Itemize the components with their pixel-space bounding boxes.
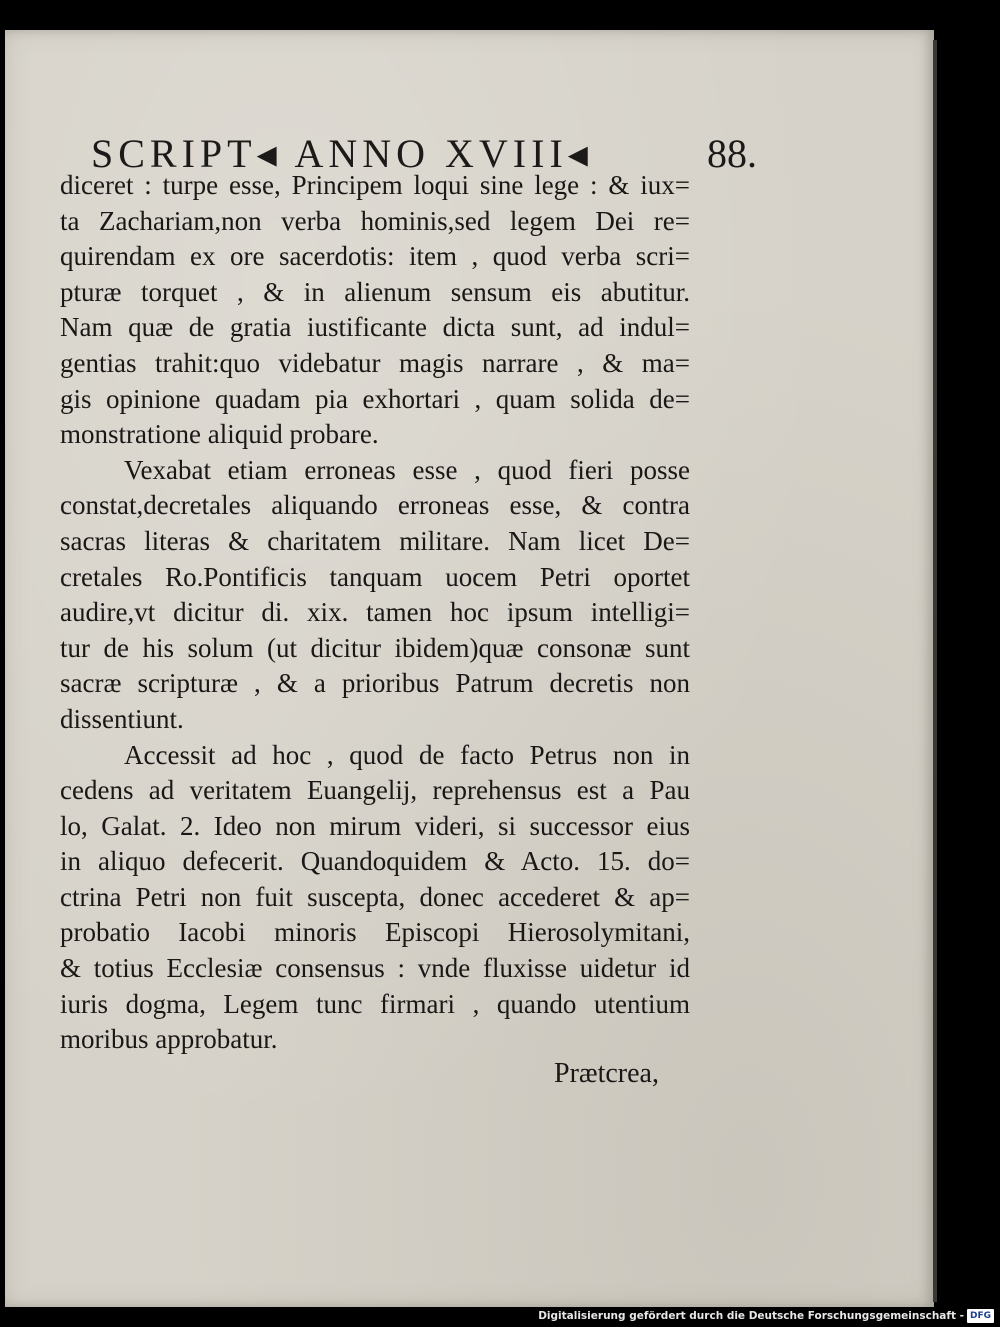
text-line: tur de his solum (ut dicitur ibidem)quæ consonæ sunt [60, 632, 690, 663]
credit-text: Digitalisierung gefördert durch die Deutsche Forschungsgemeinschaft - [538, 1310, 964, 1322]
catchword: Prætcrea, [554, 1058, 659, 1089]
running-title: SCRIPT◂ ANNO XVIII◂ [91, 131, 593, 176]
page-number: 88. [707, 131, 757, 176]
text-line: & totius Ecclesiæ consensus : vnde fluxisse uidetur id [60, 953, 690, 984]
page-edge-shadow [933, 40, 937, 1302]
digitization-credit [538, 1308, 994, 1324]
text-line: iuris dogma, Legem tunc firmari , quando utentium [60, 988, 690, 1019]
text-line: sacræ scripturæ , & a prioribus Patrum decretis non [60, 668, 690, 699]
text-line: pturæ torquet , & in alienum sensum eis abutitur. [60, 276, 690, 307]
text-line: constat,decretales aliquando erroneas esse, & contra [60, 490, 690, 521]
text-line: in aliquo defecerit. Quandoquidem & Acto. 15. do= [60, 846, 690, 877]
text-line: gentias trahit:quo videbatur magis narrare , & ma= [60, 347, 690, 378]
text-line: ctrina Petri non fuit suscepta, donec accederet & ap= [60, 881, 690, 912]
text-line: gis opinione quadam pia exhortari , quam solida de= [60, 383, 690, 414]
text-line: cretales Ro.Pontificis tanquam uocem Petri oportet [60, 561, 690, 592]
text-line: monstratione aliquid probare. [60, 419, 379, 450]
text-line: Accessit ad hoc , quod de facto Petrus non in [124, 739, 690, 770]
text-line: Nam quæ de gratia iustificante dicta sunt, ad indul= [60, 312, 690, 343]
body-text [60, 168, 690, 1058]
text-line: lo, Galat. 2. Ideo non mirum videri, si successor eius [60, 810, 690, 841]
text-line: moribus approbatur. [60, 1024, 278, 1055]
text-line: Vexabat etiam erroneas esse , quod fieri posse [124, 454, 690, 485]
text-line: ta Zachariam,non verba hominis,sed legem Dei re= [60, 205, 690, 236]
text-line: dissentiunt. [60, 703, 184, 734]
text-line: sacras literas & charitatem militare. Nam licet De= [60, 525, 690, 556]
text-line: cedens ad veritatem Euangelij, reprehensus est a Pau [60, 775, 690, 806]
text-line: probatio Iacobi minoris Episcopi Hierosolymitani, [60, 917, 690, 948]
text-line: quirendam ex ore sacerdotis: item , quod verba scri= [60, 241, 690, 272]
dfg-logo: DFG [967, 1309, 994, 1323]
text-line: diceret : turpe esse, Principem loqui sine lege : & iux= [60, 170, 690, 200]
text-line: audire,vt dicitur di. xix. tamen hoc ipsum intelligi= [60, 597, 690, 628]
